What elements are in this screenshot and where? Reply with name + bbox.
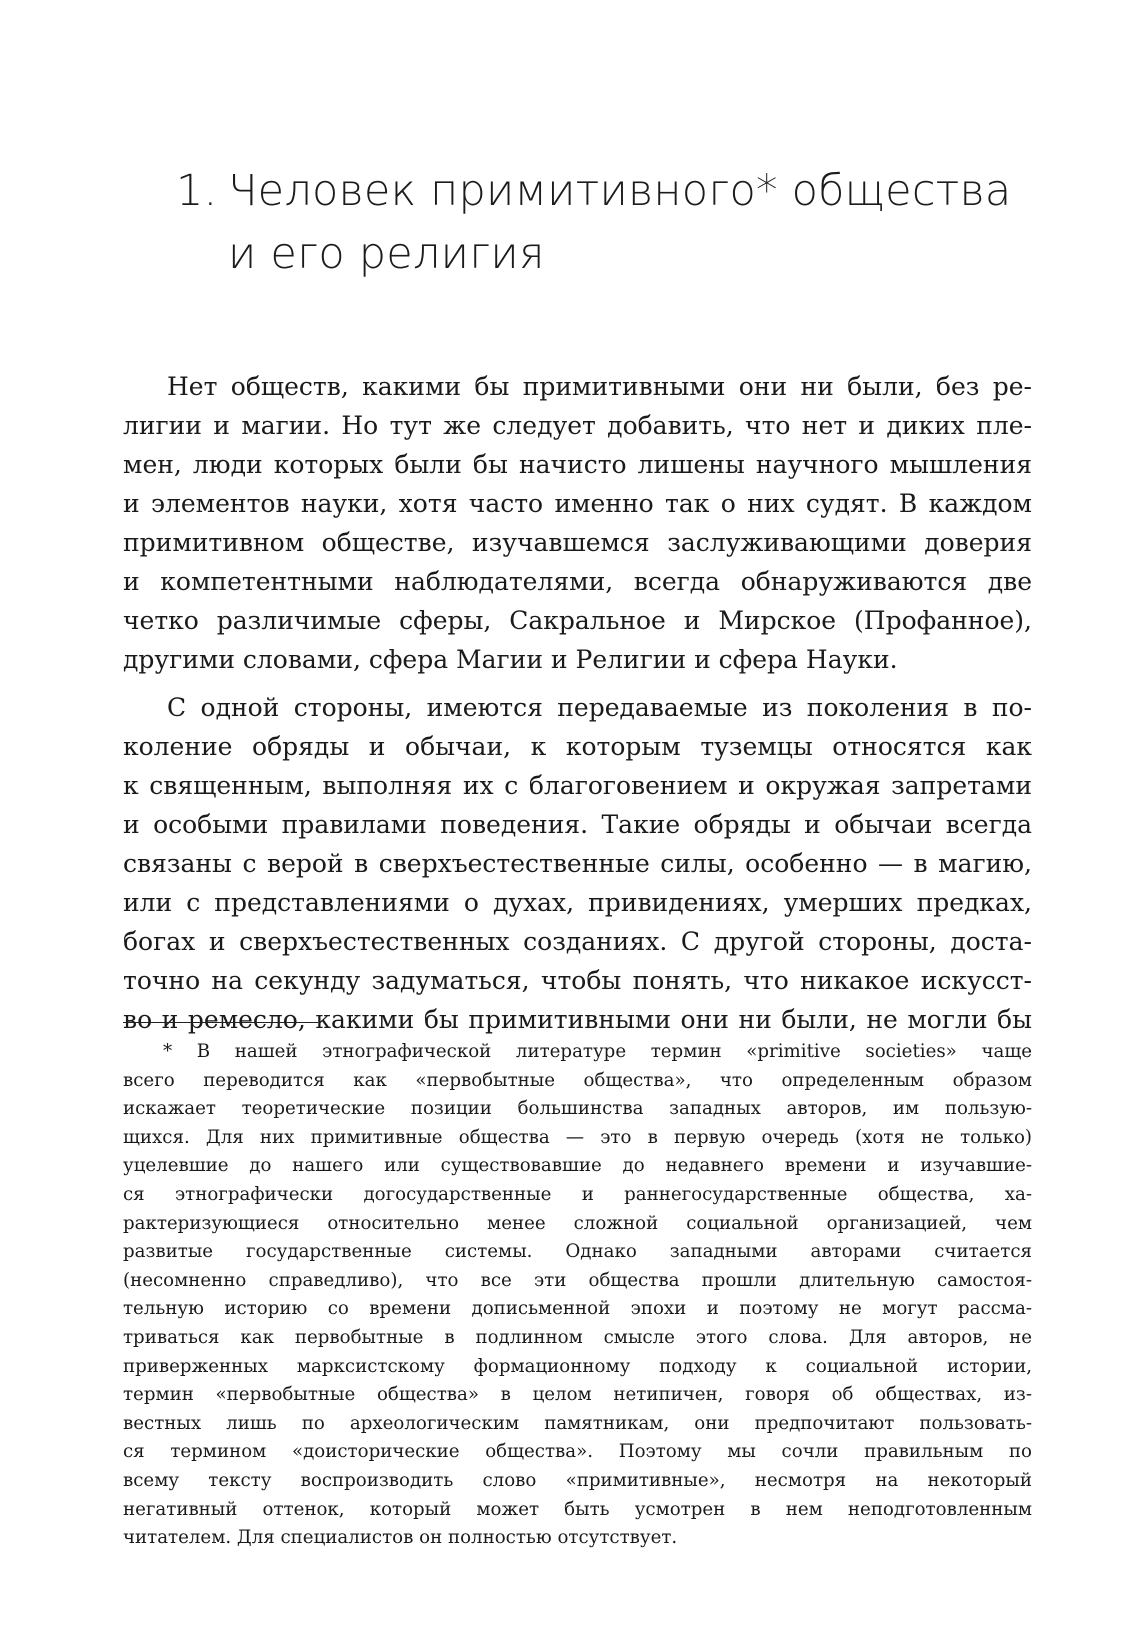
body-line: во и ремесло, какими бы примитивными они ни были, не могли бы — [123, 1005, 1032, 1034]
footnote-line: ся этнографически догосударственные и раннегосударственные общества, ха- — [123, 1183, 1032, 1205]
body-line: и элементов науки, хотя часто именно так о них судят. В каждом — [123, 489, 1032, 518]
footnote-line: рактеризующиеся относительно менее сложной социальной организацией, чем — [123, 1212, 1032, 1234]
footnote-line: уцелевшие до нашего или существовавшие до недавнего времени и изучавшие- — [123, 1155, 1032, 1177]
footnote-line: термин «первобытные общества» в целом нетипичен, говоря об обществах, из- — [123, 1384, 1032, 1406]
paragraph-2 — [123, 688, 1032, 1039]
footnote-line: щихся. Для них примитивные общества — это в первую очередь (хотя не только) — [123, 1126, 1032, 1148]
footnote-line: ся термином «доисторические общества». Поэтому мы сочли правильным по — [123, 1441, 1032, 1463]
footnote-line: читателем. Для специалистов он полностью отсутствует. — [123, 1527, 678, 1549]
footnote — [123, 1038, 1032, 1553]
paragraph-1 — [123, 367, 1032, 679]
footnote-line: (несомненно справедливо), что все эти общества прошли длительную самостоя- — [123, 1269, 1032, 1291]
footnote-rule — [123, 1022, 318, 1023]
body-line: Нет обществ, какими бы примитивными они ни были, без ре- — [167, 372, 1032, 401]
body-line: и компетентными наблюдателями, всегда обнаруживаются две — [123, 567, 1032, 596]
body-line: другими словами, сфера Магии и Религии и сфера Науки. — [123, 645, 898, 674]
body-line: к священным, выполняя их с благоговением и окружая запретами — [123, 771, 1032, 800]
body-line: коление обряды и обычаи, к которым туземцы относятся как — [123, 732, 1032, 761]
footnote-line: развитые государственные системы. Однако западными авторами считается — [123, 1241, 1032, 1263]
chapter-title-line-2: и его религия — [228, 229, 545, 279]
footnote-line: всего переводится как «первобытные общества», что определенным образом — [123, 1069, 1032, 1091]
footnote-line: * В нашей этнографической литературе термин «primitive societies» чаще — [163, 1041, 1032, 1062]
body-line: богах и сверхъестественных созданиях. С другой стороны, доста- — [123, 927, 1032, 956]
paragraph-gap — [123, 679, 1032, 688]
body-line: мен, люди которых были бы начисто лишены научного мышления — [123, 450, 1032, 479]
footnote-line: всему тексту воспроизводить слово «примитивные», несмотря на некоторый — [123, 1469, 1032, 1491]
footnote-line: приверженных марксистскому формационному подходу к социальной истории, — [123, 1355, 1032, 1377]
footnote-line: тельную историю со времени дописьменной эпохи и поэтому не могут рассма- — [123, 1298, 1032, 1320]
body-line: точно на секунду задуматься, чтобы понять, что никакое искусст- — [123, 966, 1032, 995]
footnote-line: вестных лишь по археологическим памятникам, они предпочитают пользовать- — [123, 1412, 1032, 1434]
body-line: С одной стороны, имеются передаваемые из поколения в по- — [167, 693, 1032, 722]
chapter-title — [176, 160, 1076, 286]
body-line: и особыми правилами поведения. Такие обряды и обычаи всегда — [123, 810, 1032, 839]
chapter-title-line-1: Человек примитивного* общества — [228, 166, 1012, 216]
footnote-line: триваться как первобытные в подлинном смысле этого слова. Для авторов, не — [123, 1326, 1032, 1348]
body-line: четко различимые сферы, Сакральное и Мирское (Профанное), — [123, 606, 1032, 635]
body-line: связаны с верой в сверхъестественные силы, особенно — в магию, — [123, 849, 1032, 878]
body-line: примитивном обществе, изучавшемся заслуживающими доверия — [123, 528, 1032, 557]
body-line: лигии и магии. Но тут же следует добавить, что нет и диких пле- — [123, 411, 1032, 440]
chapter-number: 1. — [176, 166, 218, 216]
footnote-line: негативный оттенок, который может быть усмотрен в нем неподготовленным — [123, 1498, 1032, 1520]
footnote-line: искажает теоретические позиции большинства западных авторов, им пользую- — [123, 1098, 1032, 1120]
body-text — [123, 367, 1032, 1039]
body-line: или с представлениями о духах, привидениях, умерших предках, — [123, 888, 1032, 917]
